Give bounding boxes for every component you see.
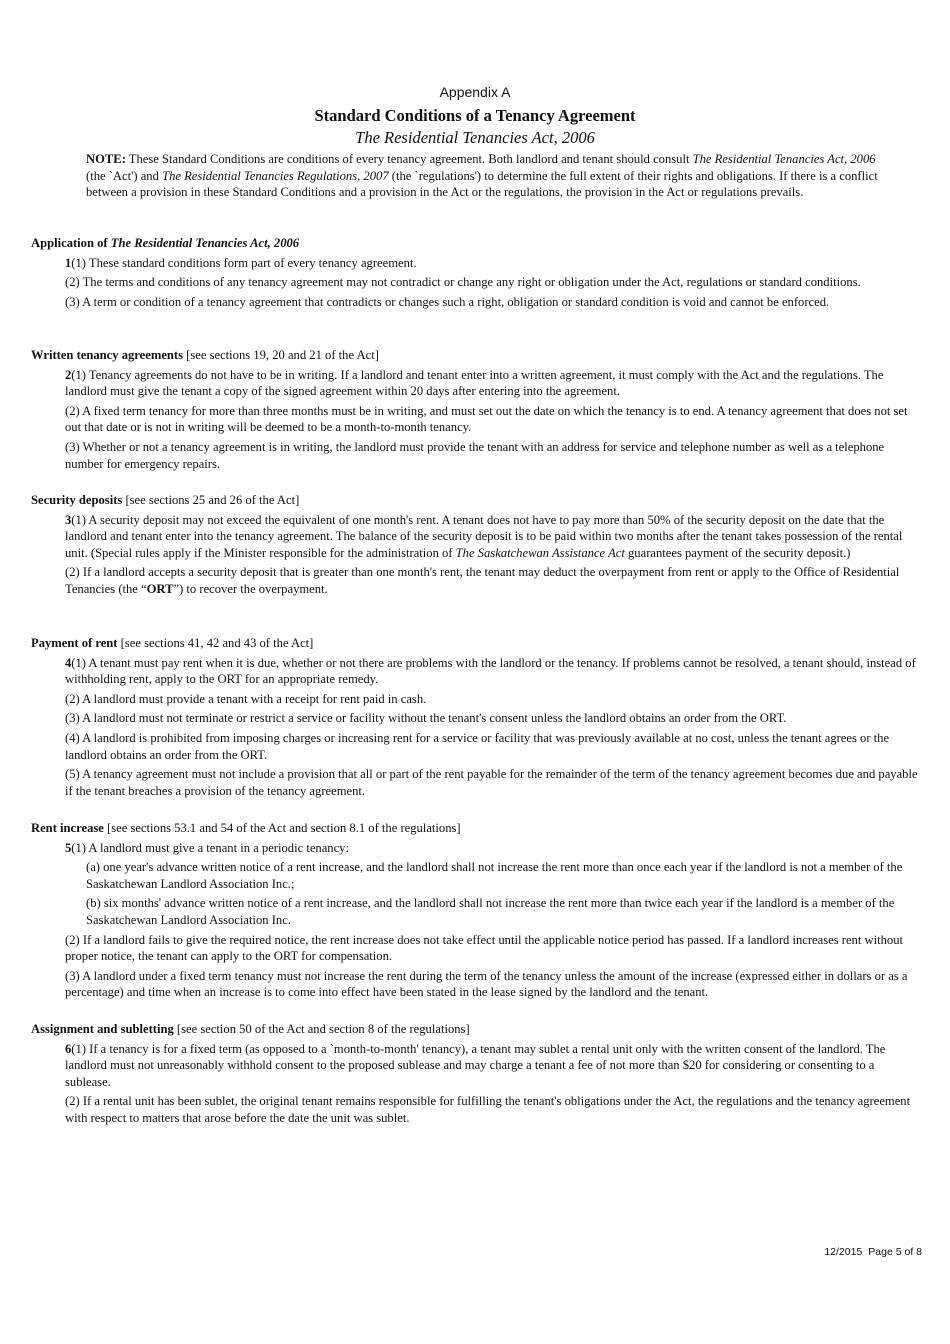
appendix-label: Appendix A bbox=[439, 84, 511, 100]
clause-1-1: 1(1) These standard conditions form part of every tenancy agreement. bbox=[65, 255, 417, 270]
clause-1-2: (2) The terms and conditions of any tenancy agreement may not contradict or change any right or obligation under the Act, regulations or standard conditions. bbox=[65, 275, 861, 290]
note-regulations-title: The Residential Tenancies Regulations, 2007 bbox=[162, 168, 389, 183]
note-text-1: These Standard Conditions are conditions of every tenancy agreement. Both landlord and tenant should consult bbox=[125, 152, 693, 166]
page-number: Page 5 of 8 bbox=[868, 1246, 922, 1258]
section-heading: Application of The Residential Tenancies Act, 2006 bbox=[31, 236, 300, 250]
clause-2-1: 2(1) Tenancy agreements do not have to be in writing. If a landlord and tenant enter into a written agreement, it must comply with the Act and the regulations. The landlord must give the tenant a copy of the signed agreement within 20 days after entering into the agreement. bbox=[65, 367, 884, 399]
note-act-title: The Residential Tenancies Act, 2006 bbox=[692, 152, 876, 166]
clause-3-2: (2) If a landlord accepts a security deposit that is greater than one month's rent, the tenant may deduct the overpayment from rent or apply to the Office of Residential Tenancies (the “ORT”) to recover the overpayment. bbox=[65, 565, 900, 596]
section-rent-increase bbox=[31, 820, 923, 1004]
clause-4-4: (4) A landlord is prohibited from imposing charges or increasing rent for a service or facility that was previously available at no cost, unless the tenant agrees or the landlord obtains an order from the ORT. bbox=[65, 730, 890, 762]
section-application bbox=[31, 235, 923, 313]
section-heading: Security deposits [see sections 25 and 26 of the Act] bbox=[31, 493, 300, 507]
section-heading: Assignment and subletting [see section 50 of the Act and section 8 of the regulations] bbox=[31, 1022, 470, 1036]
clause-1-3: (3) A term or condition of a tenancy agreement that contradicts or changes such a right, obligation or standard condition is void and cannot be enforced. bbox=[65, 294, 830, 309]
section-heading: Payment of rent [see sections 41, 42 and 43 of the Act] bbox=[31, 636, 314, 650]
section-security-deposits bbox=[31, 492, 923, 601]
clause-5-1-b: (b) six months' advance written notice of a rent increase, and the landlord shall not increase the rent more than twice each year if the landlord is a member of the Saskatchewan Landlord Association Inc. bbox=[86, 896, 895, 927]
section-payment-of-rent bbox=[31, 635, 923, 802]
clause-4-5: (5) A tenancy agreement must not include a provision that all or part of the rent payable for the remainder of the term of the tenancy agreement becomes due and payable if the tenant breaches a provision of the tenancy agreement. bbox=[65, 767, 918, 798]
note-paragraph bbox=[86, 151, 886, 201]
clause-2-3: (3) Whether or not a tenancy agreement is in writing, the landlord must provide the tenant with an address for service and telephone number as well as a telephone number for emergency repairs. bbox=[65, 439, 885, 471]
section-heading: Rent increase [see sections 53.1 and 54 of the Act and section 8.1 of the regulations] bbox=[31, 821, 461, 835]
revision-date: 12/2015 bbox=[824, 1246, 863, 1258]
section-heading: Written tenancy agreements [see sections 19, 20 and 21 of the Act] bbox=[31, 348, 379, 362]
clause-6-1: 6(1) If a tenancy is for a fixed term (as opposed to a `month-to-month' tenancy), a tenant may sublet a rental unit only with the written consent of the landlord. The landlord must not unreasonably withhold consent to the proposed sublease and may charge a tenant a fee of not more than $20 for considering or consenting to a sublease. bbox=[65, 1041, 886, 1089]
page-footer bbox=[780, 1244, 922, 1261]
document-subtitle: The Residential Tenancies Act, 2006 bbox=[355, 128, 595, 147]
note-text-3: (the `regulations') to determine the full extent of their rights and obligations. If there is a conflict between a provision in these Standard Conditions and a provision in the Act or the regulations, the provision in the Act or regulations prevails. bbox=[86, 168, 878, 200]
clause-5-2: (2) If a landlord fails to give the required notice, the rent increase does not take effect until the applicable notice period has passed. If a landlord increases rent without proper notice, the tenant can apply to the ORT for compensation. bbox=[65, 932, 903, 964]
clause-4-2: (2) A landlord must provide a tenant with a receipt for rent paid in cash. bbox=[65, 691, 427, 706]
clause-2-2: (2) A fixed term tenancy for more than three months must be in writing, and must set out the date on which the tenancy is to end. A tenancy agreement that does not set out that date or is not in writing will be deemed to be a month-to-month tenancy. bbox=[65, 403, 908, 435]
note-label: NOTE: bbox=[86, 152, 126, 166]
clause-4-1: 4(1) A tenant must pay rent when it is due, whether or not there are problems with the landlord or the tenancy. If problems cannot be resolved, a tenant should, instead of withholding rent, apply to the ORT for an appropriate remedy. bbox=[65, 655, 916, 687]
document-title: Standard Conditions of a Tenancy Agreement bbox=[314, 106, 636, 125]
section-assignment-subletting bbox=[31, 1021, 923, 1130]
clause-4-3: (3) A landlord must not terminate or restrict a service or facility without the tenant's consent unless the landlord obtains an order from the ORT. bbox=[65, 711, 787, 726]
clause-5-3: (3) A landlord under a fixed term tenancy must not increase the rent during the term of the tenancy unless the amount of the increase (expressed either in dollars or as a percentage) and time when an increase is to come into effect have been stated in the lease signed by the landlord and the tenant. bbox=[65, 968, 908, 1000]
clause-5-1: 5(1) A landlord must give a tenant in a periodic tenancy: bbox=[65, 840, 349, 855]
clause-3-1: 3(1) A security deposit may not exceed the equivalent of one month's rent. A tenant does not have to pay more than 50% of the security deposit on the date that the landlord and tenant enter into the tenancy agreement. The balance of the security deposit is to be paid within two months after the tenant takes possession of the rental unit. (Special rules apply if the Minister responsible for the administration of The Saskatchewan Assistance Act guarantees payment of the security deposit.) bbox=[65, 512, 903, 560]
note-text-2: (the `Act') and bbox=[86, 168, 163, 183]
clause-6-2: (2) If a rental unit has been sublet, the original tenant remains responsible for fulfilling the tenant's obligations under the Act, the regulations and the tenancy agreement with respect to matters that arose before the date the unit was sublet. bbox=[65, 1094, 911, 1125]
section-written-agreements bbox=[31, 347, 923, 475]
clause-5-1-a: (a) one year's advance written notice of a rent increase, and the landlord shall not increase the rent more than once each year if the landlord is not a member of the Saskatchewan Landlord Association Inc.; bbox=[86, 860, 903, 891]
